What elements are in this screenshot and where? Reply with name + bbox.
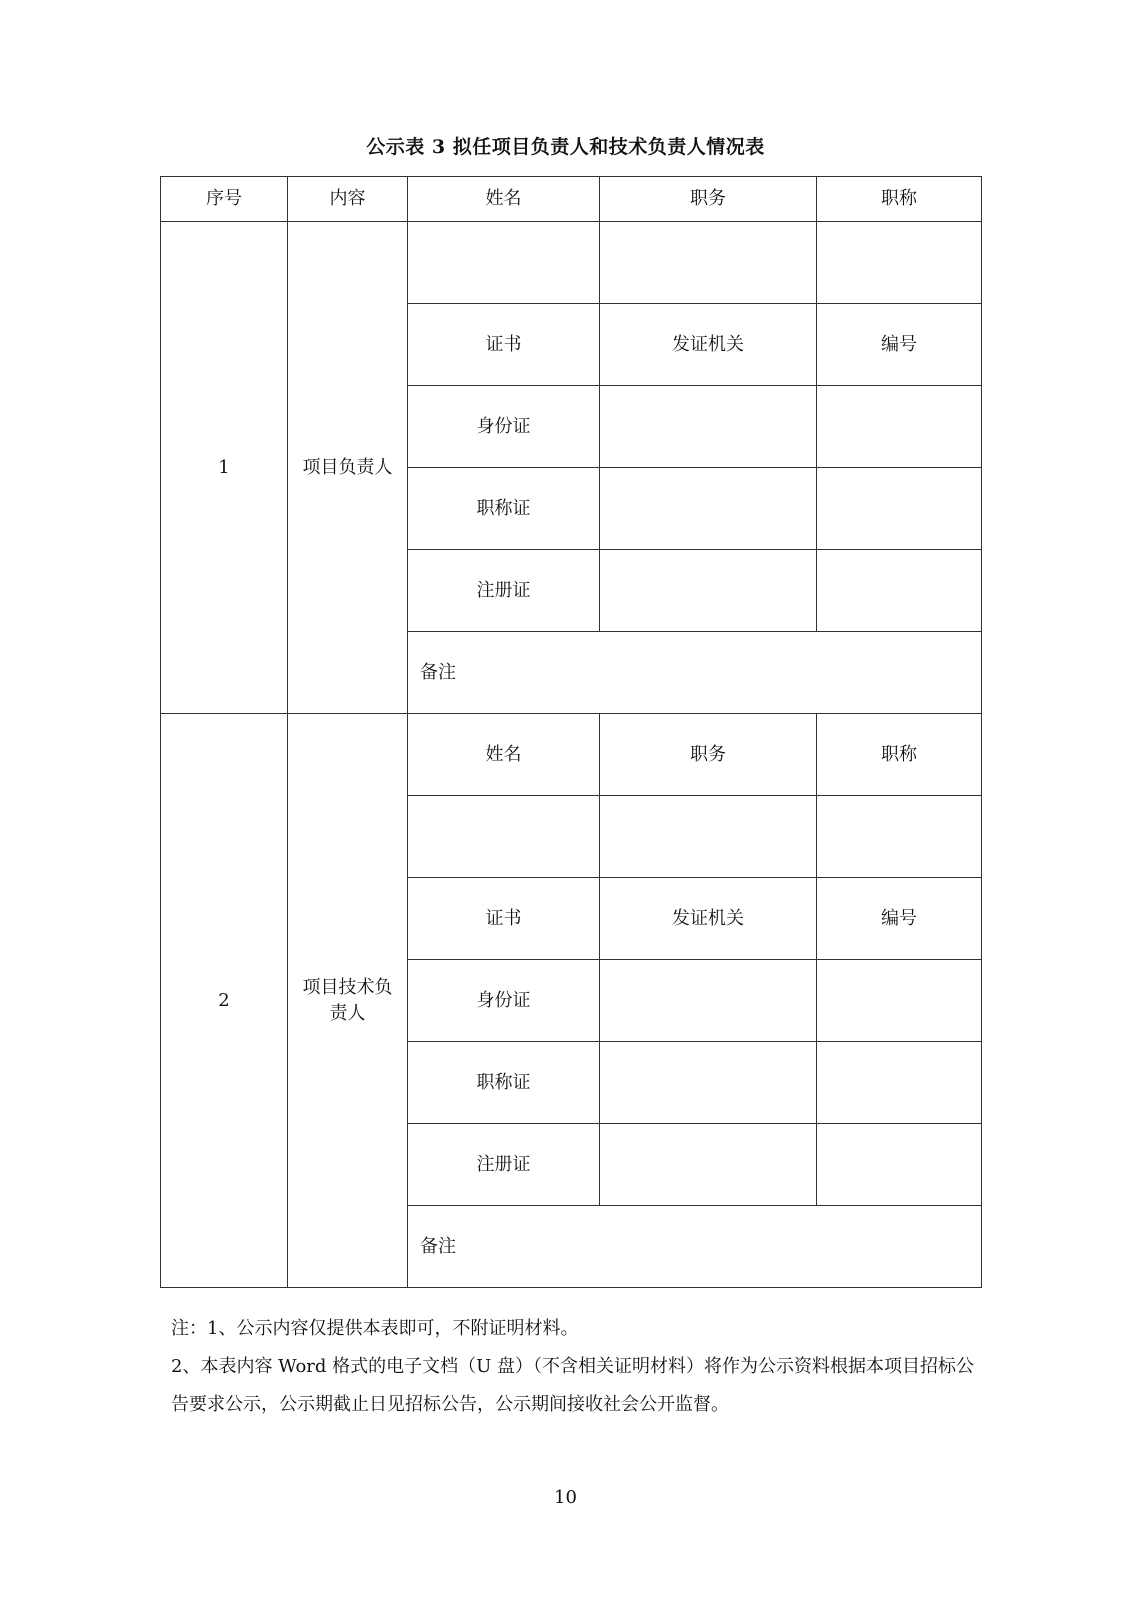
table-row [161, 714, 982, 796]
section-2-seq: 2 [161, 714, 288, 1288]
section-1-title-cert-number[interactable] [817, 468, 982, 550]
section-2-id-card-authority[interactable] [600, 960, 817, 1042]
section-1-title-value[interactable] [817, 222, 982, 304]
section-1-id-card-authority[interactable] [600, 386, 817, 468]
section-1-seq: 1 [161, 222, 288, 714]
section-2-authority-header: 发证机关 [600, 878, 817, 960]
section-2-id-card-label: 身份证 [408, 960, 600, 1042]
section-1-registration-number[interactable] [817, 550, 982, 632]
section-2-registration-authority[interactable] [600, 1124, 817, 1206]
page-title: 公示表 3 拟任项目负责人和技术负责人情况表 [366, 136, 765, 158]
section-2-title-cert-number[interactable] [817, 1042, 982, 1124]
section-2-registration-label: 注册证 [408, 1124, 600, 1206]
table-header-row [161, 177, 982, 222]
section-2-content: 项目技术负责人 [288, 714, 408, 1288]
table-row [161, 222, 982, 304]
section-2-cert-header: 证书 [408, 878, 600, 960]
section-1-title-cert-label: 职称证 [408, 468, 600, 550]
note-line-2: 2、本表内容 Word 格式的电子文档（U 盘）（不含相关证明材料）将作为公示资料根据本项目招标公告要求公示，公示期截止日见招标公告，公示期间接收社会公开监督。 [171, 1356, 975, 1415]
section-1-position-value[interactable] [600, 222, 817, 304]
page-number: 10 [554, 1487, 577, 1508]
section-2-title-cert-authority[interactable] [600, 1042, 817, 1124]
section-1-content: 项目负责人 [288, 222, 408, 714]
section-1-id-card-label: 身份证 [408, 386, 600, 468]
section-2-remark[interactable]: 备注 [408, 1206, 982, 1288]
section-2-id-card-number[interactable] [817, 960, 982, 1042]
section-2-registration-number[interactable] [817, 1124, 982, 1206]
section-2-position-header: 职务 [600, 714, 817, 796]
section-1-registration-label: 注册证 [408, 550, 600, 632]
section-2-title-cert-label: 职称证 [408, 1042, 600, 1124]
section-2-title-header: 职称 [817, 714, 982, 796]
header-title: 职称 [817, 177, 982, 222]
section-2-number-header: 编号 [817, 878, 982, 960]
section-2-position-value[interactable] [600, 796, 817, 878]
note-line-1: 注：1、公示内容仅提供本表即可，不附证明材料。 [171, 1318, 579, 1339]
section-1-registration-authority[interactable] [600, 550, 817, 632]
section-1-authority-header: 发证机关 [600, 304, 817, 386]
section-1-title-cert-authority[interactable] [600, 468, 817, 550]
section-1-remark[interactable]: 备注 [408, 632, 982, 714]
section-1-number-header: 编号 [817, 304, 982, 386]
header-content: 内容 [288, 177, 408, 222]
section-1-cert-header: 证书 [408, 304, 600, 386]
section-1-name-value[interactable] [408, 222, 600, 304]
section-1-id-card-number[interactable] [817, 386, 982, 468]
section-2-title-value[interactable] [817, 796, 982, 878]
notes [171, 1310, 991, 1424]
header-seq: 序号 [161, 177, 288, 222]
header-name: 姓名 [408, 177, 600, 222]
section-2-name-value[interactable] [408, 796, 600, 878]
section-2-name-header: 姓名 [408, 714, 600, 796]
personnel-table [160, 176, 982, 1288]
header-position: 职务 [600, 177, 817, 222]
